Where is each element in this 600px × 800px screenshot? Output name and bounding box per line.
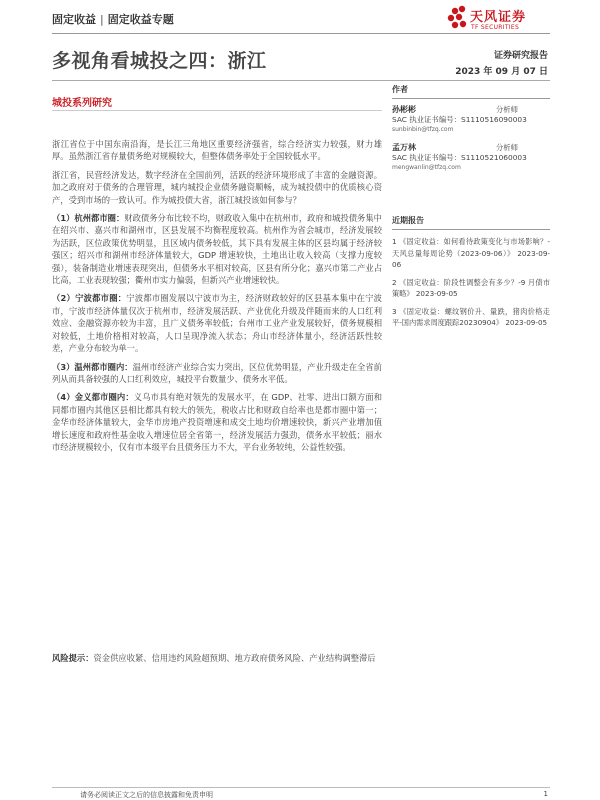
page-title: 多视角看城投之四：浙江	[52, 50, 267, 72]
section-text: 财政债务分布比较不均，财政收入集中在杭州市，政府和城投债务集中在绍兴市、嘉兴市和湖州市，区县发展不均衡程度较高。杭州作为省会城市，经济发展较为活跃，区位政策优势明显，且区域内债务较低，其下具有发展主体的区县均属于经济较强区；绍兴市和湖州市经济体量较大，GDP 增速较快，土地出让收入较高（支撑力度较强），装备制造业增速表现突出，但债务水平相对较高，区县有所分化；嘉兴市第二产业占比高，工业表现较强；衢州市实力偏弱，但新兴产业增速较快。	[52, 213, 382, 286]
section-label: （4）金义都市圈内：	[52, 392, 134, 403]
author-sac: SAC 执业证书编号：S1110521060003	[392, 153, 527, 162]
intro-paragraph: 浙江省，民营经济发达，数字经济在全国前列，活跃的经济环境形成了丰富的金融资源。加之政府对于债务的合理管理，城内城投企业债务融资顺畅，成为城投债中的优质核心资产，受到市场的一致认可。作为城投债大省，浙江城投该如何参与？	[52, 169, 382, 205]
logo-name: 天风证券	[470, 10, 527, 25]
section-text: 义乌市具有绝对领先的发展水平，在 GDP、社零、进出口额方面和同都市圈内其他区县相比都具有较大的领先，税收占比和财政自给率也是都市圈中第一；金华市经济体量较大，金华市房地产投资增速和成交土地均价增速较快，新兴产业增加值增长速度和政府性基金收入增速位居全省第一，经济发展活力强劲，债务水平较低；丽水市经济规模较小，仅有市本级平台且债务压力不大，平台业务较纯，公益性较强。	[52, 392, 382, 452]
footer-divider	[52, 787, 550, 788]
report-date: 2023 年 09 月 07 日	[455, 67, 548, 77]
risk-label: 风险提示：	[52, 653, 94, 663]
section-jinyi	[52, 391, 382, 453]
section-wenzhou	[52, 361, 382, 386]
series-divider	[52, 110, 382, 111]
series-label: 城投系列研究	[52, 98, 112, 109]
recent-report-item[interactable]: 2 《固定收益：阶段性调整会有多少？-9 月债市策略》 2023-09-05	[392, 277, 550, 298]
report-category	[52, 11, 174, 27]
section-text: 宁波都市圈发展以宁波市为主，经济财政较好的区县基本集中在宁波市，宁波市经济体量仅次于杭州市，经济发展活跃、产业优化升级及伴随而来的人口红利效应、金融资源亦较为丰富，且广义债务率较低；台州市工业产业发展较好，债务规模相对较低，土地价格相对较高，人口呈现净流入状态；舟山市经济体量小，经济活跃性较差，产业分布较为单一。	[52, 293, 382, 354]
footer-disclaimer: 请务必阅读正文之后的信息披露和免责申明	[80, 791, 213, 799]
title-divider	[52, 80, 550, 81]
section-text: 温州市经济产业综合实力突出，区位优势明显，产业升级走在全省前列从而具备较强的人口红利效应，城投平台数量少、债务水平低。	[52, 361, 382, 384]
author-email[interactable]: mengwanlin@tfzq.com	[392, 164, 461, 171]
recent-heading: 近期报告	[392, 215, 550, 230]
sidebar	[392, 84, 550, 335]
author-sac: SAC 执业证书编号：S1110516090003	[392, 115, 527, 124]
author-card	[392, 105, 550, 135]
header-divider	[52, 33, 550, 34]
section-label: （3）温州都市圈内：	[52, 361, 133, 372]
section-hangzhou	[52, 212, 382, 286]
category-separator: |	[100, 13, 104, 26]
author-role: 分析师	[495, 105, 518, 114]
subcategory-label: 固定收益专题	[107, 13, 174, 26]
authors-heading: 作者	[392, 84, 550, 99]
recent-report-item[interactable]: 3 《固定收益：螺纹钢价升、量跌，猪肉价格走平-国内需求周度跟踪20230904》 2023-09-05	[392, 306, 550, 327]
recent-report-item[interactable]: 1 《固定收益：如何看待政策变化与市场影响？-天风总量每周论势（2023-09-06）》 2023-09-06	[392, 237, 550, 269]
recent-reports	[392, 215, 550, 329]
author-name: 孟万林	[392, 143, 416, 152]
intro-paragraph: 浙江省位于中国东南沿海，是长江三角地区重要经济强省，综合经济实力较强，财力雄厚。虽然浙江省存量债务绝对规模较大，但整体债务率处于全国较低水平。	[52, 139, 382, 162]
main-content	[52, 138, 382, 459]
section-label: （2）宁波都市圈：	[52, 293, 127, 304]
author-role: 分析师	[495, 143, 518, 152]
risk-text: 资金供应收紧、信用违约风险超预期、地方政府债务风险、产业结构调整滞后	[93, 653, 376, 663]
category-label: 固定收益	[52, 13, 96, 26]
author-email[interactable]: sunbinbin@tfzq.com	[392, 126, 454, 133]
page-number: 1	[543, 790, 548, 798]
section-label: （1）杭州都市圈：	[52, 213, 125, 224]
author-name: 孙彬彬	[392, 105, 416, 114]
risk-warning	[52, 652, 382, 664]
author-card	[392, 143, 550, 173]
report-type: 证券研究报告	[493, 51, 548, 61]
section-ningbo	[52, 292, 382, 354]
logo-subtitle: TF SECURITIES	[471, 24, 520, 31]
